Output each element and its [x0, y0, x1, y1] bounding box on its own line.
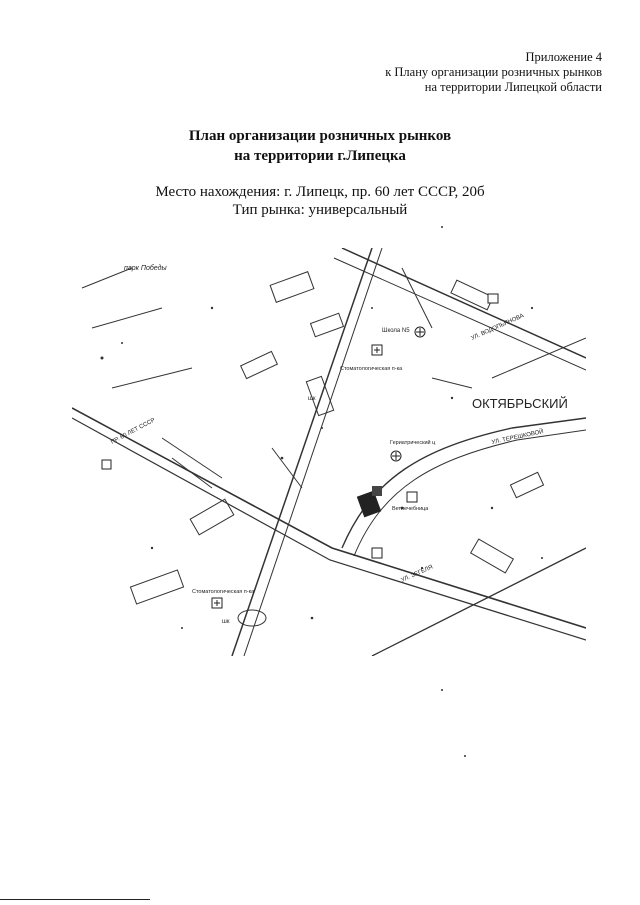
location-address: Место нахождения: г. Липецк, пр. 60 лет СССР, 20б [155, 184, 485, 200]
map-label-vet: Ветлечебница [392, 506, 429, 512]
tereshkovoy-road [342, 418, 586, 548]
stray-dot-1 [441, 226, 443, 228]
location-map [72, 248, 586, 656]
stray-dot-3 [464, 755, 466, 757]
parking-icon [372, 548, 382, 558]
map-label-shop2: шк [222, 619, 230, 625]
appendix-line-3: на территории Липецкой области [424, 80, 602, 94]
bus-stop-icon [407, 492, 417, 502]
map-label-zegelya: УЛ. ЗЕГЕЛЯ [400, 564, 434, 584]
appendix-line-2: к Плану организации розничных рынков [385, 65, 602, 79]
map-label-park: парк Победы [124, 265, 167, 272]
footer-rule [0, 899, 150, 900]
map-label-shop: шк [308, 396, 316, 402]
vodopyanova-road [342, 248, 586, 358]
post-icon [102, 460, 111, 469]
map-label-avenue: ПР. 60 ЛЕТ СССР [110, 417, 157, 446]
map-label-school: Школа N5 [382, 328, 410, 334]
map-label-hospital: Гериатрический ц [390, 440, 436, 446]
title-line-1: План организации розничных рынков [188, 128, 452, 144]
map-label-district: ОКТЯБРЬСКИЙ [472, 396, 568, 411]
stray-dot-2 [441, 689, 443, 691]
map-label-vodopyanova: УЛ. ВОДОПЬЯНОВА [470, 313, 525, 342]
map-label-polyclinic: Стоматологическая п-ка [192, 589, 255, 595]
zegelya-road [372, 548, 586, 656]
market-type: Тип рынка: универсальный [232, 202, 408, 218]
appendix-note [385, 50, 602, 95]
map-label-clinic: Стоматологическая п-ка [340, 366, 403, 372]
shop-icon [488, 294, 498, 303]
location-info [0, 183, 640, 219]
appendix-line-1: Приложение 4 [525, 50, 602, 64]
map-svg [72, 248, 586, 656]
map-label-tereshkovoy: УЛ. ТЕРЕШКОВОЙ [491, 429, 545, 446]
document-title [0, 126, 640, 166]
title-line-2: на территории г.Липецка [234, 148, 406, 164]
